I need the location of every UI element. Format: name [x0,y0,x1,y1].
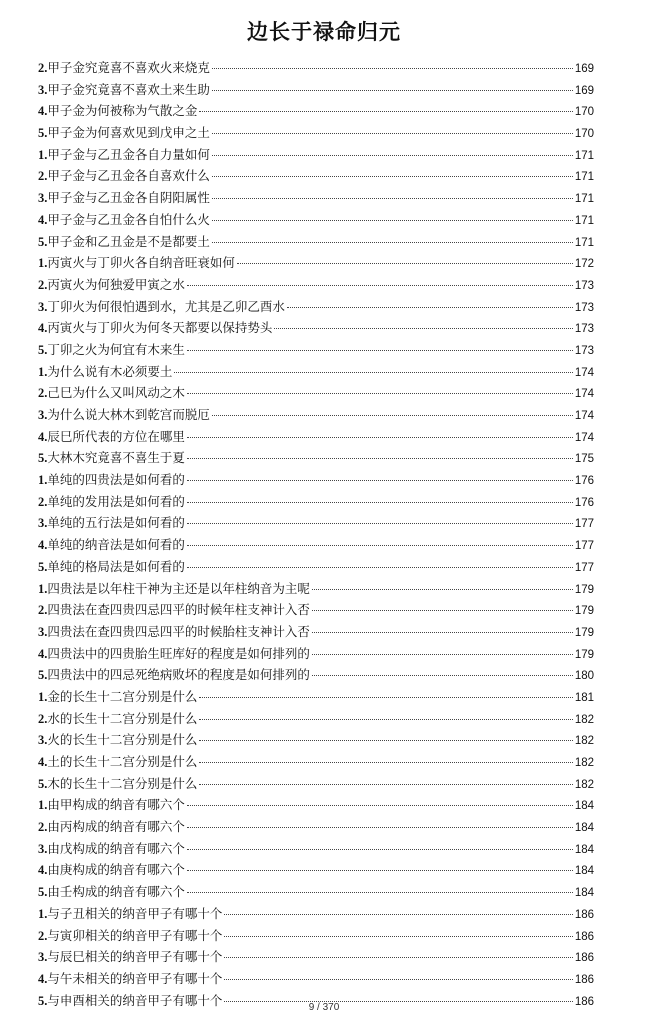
page-title: 边长于禄命归元 [247,19,401,44]
toc-entry-title [38,340,185,358]
toc-entry[interactable] [38,600,594,622]
dot-leader [312,610,573,611]
toc-entry-number: 3. [38,299,48,314]
toc-entry[interactable] [38,687,594,709]
toc-entry-label: 甲子金与乙丑金各自力量如何 [47,146,210,162]
toc-entry-label: 辰巳所代表的方位在哪里 [47,428,185,444]
toc-entry[interactable] [38,405,594,427]
toc-entry-label: 甲子金与乙丑金各自喜欢什么 [47,168,210,184]
dot-leader [287,307,573,308]
toc-entry-label: 水的长生十二宫分别是什么 [47,710,198,726]
toc-entry-page: 179 [574,605,594,618]
toc-entry-page: 186 [574,930,594,943]
toc-entry-label: 甲子金为何喜欢见到戊申之土 [47,125,210,141]
toc-entry-number: 2. [38,494,48,509]
toc-entry-page: 175 [574,453,594,466]
toc-entry-page: 174 [574,366,594,379]
toc-entry-number: 1. [38,581,48,596]
toc-entry[interactable] [38,383,594,405]
toc-entry-page: 182 [574,735,594,748]
toc-entry[interactable] [38,904,594,926]
toc-entry-label: 与子丑相关的纳音甲子有哪十个 [47,905,223,921]
toc-entry-label: 四贵法在查四贵四忌四平的时候胎柱支神计入否 [47,623,310,639]
dot-leader [199,762,572,763]
toc-entry[interactable] [38,644,594,666]
toc-entry[interactable] [38,795,594,817]
toc-entry-label: 丁卯火为何很怕遇到水，尤其是乙卯乙酉水 [47,298,285,314]
toc-entry-title [38,600,310,618]
toc-entry-label: 为什么说有木必须要土 [47,363,173,379]
toc-entry-label: 单纯的四贵法是如何看的 [47,472,185,488]
toc-entry-title [38,470,185,488]
toc-entry[interactable] [38,774,594,796]
toc-entry-label: 大林木究竟喜不喜生于夏 [47,450,185,466]
toc-entry-page: 171 [574,236,594,249]
dot-leader [212,155,573,156]
toc-entry-number: 5. [38,234,48,249]
toc-entry-title [38,253,235,271]
toc-entry-number: 4. [38,646,48,661]
toc-entry-page: 186 [574,973,594,986]
toc-entry-title [38,210,210,228]
toc-entry-title [38,882,185,900]
toc-entry-title [38,123,210,141]
toc-entry-title [38,405,210,423]
toc-entry[interactable] [38,362,594,384]
dot-leader [312,654,573,655]
toc-entry[interactable] [38,318,594,340]
toc-entry-title [38,860,185,878]
toc-entry-page: 171 [574,193,594,206]
dot-leader [187,350,573,351]
toc-entry-page: 169 [574,63,594,75]
dot-leader [187,393,573,394]
toc-entry-title [38,232,210,250]
toc-entry-label: 甲子金与乙丑金各自怕什么火 [47,211,210,227]
dot-leader [212,176,573,177]
toc-entry-number: 2. [38,928,48,943]
toc-entry-number: 1. [38,689,48,704]
toc-entry-number: 2. [38,603,48,618]
toc-entry-number: 2. [38,61,48,75]
toc-entry-number: 3. [38,733,48,748]
toc-entry-page: 170 [574,106,594,119]
table-of-contents [38,58,594,1012]
dot-leader [224,957,572,958]
toc-entry-number: 5. [38,342,48,357]
dot-leader [187,545,573,546]
dot-leader [187,805,573,806]
toc-entry-label: 甲子金究竟喜不喜欢土来生助 [47,81,210,97]
toc-entry-number: 4. [38,429,48,444]
toc-entry-title [38,709,197,727]
toc-entry-title [38,362,172,380]
toc-entry-number: 3. [38,950,48,965]
toc-entry-number: 3. [38,624,48,639]
dot-leader [174,372,572,373]
toc-entry-label: 由丙构成的纳音有哪六个 [47,819,185,835]
toc-entry-title [38,297,285,315]
toc-entry-page: 181 [574,691,594,704]
toc-entry[interactable] [38,145,594,167]
toc-entry-number: 2. [38,820,48,835]
toc-entry-title [38,904,222,922]
toc-entry-label: 丙寅火为何独爱甲寅之水 [47,276,185,292]
toc-entry-number: 1. [38,473,48,488]
toc-entry-label: 金的长生十二宫分别是什么 [47,688,198,704]
toc-entry-page: 182 [574,757,594,769]
toc-entry[interactable] [38,882,594,904]
toc-entry-label: 由庚构成的纳音有哪六个 [47,862,185,878]
dot-leader [199,697,572,698]
toc-entry-page: 173 [574,323,594,336]
toc-entry-title [38,101,197,119]
toc-entry-title [38,839,185,857]
dot-leader [237,263,573,264]
toc-entry[interactable] [38,513,594,535]
toc-entry-page: 179 [574,583,594,596]
toc-entry-label: 甲子金究竟喜不喜欢火来烧克 [47,60,210,75]
toc-entry[interactable] [38,947,594,969]
dot-leader [212,415,573,416]
toc-entry-number: 1. [38,364,48,379]
toc-entry[interactable] [38,839,594,861]
toc-entry-label: 与午未相关的纳音甲子有哪十个 [47,970,223,986]
toc-entry-page: 171 [574,214,594,227]
toc-entry-page: 182 [574,713,594,726]
toc-entry-page: 173 [574,279,594,292]
dot-leader [187,892,573,893]
toc-entry-page: 186 [574,952,594,965]
toc-entry-label: 丙寅火与丁卯火各自纳音旺衰如何 [47,255,235,271]
toc-entry-number: 2. [38,169,48,184]
toc-entry-page: 184 [574,843,594,856]
toc-entry[interactable] [38,622,594,644]
toc-entry-number: 2. [38,711,48,726]
dot-leader [187,523,573,524]
toc-entry-label: 单纯的发用法是如何看的 [47,493,185,509]
toc-entry-page: 174 [574,431,594,444]
toc-entry-title [38,166,210,184]
toc-entry[interactable] [38,80,594,102]
toc-entry[interactable] [38,166,594,188]
dot-leader [224,979,572,980]
dot-leader [224,936,572,937]
dot-leader [187,437,573,438]
toc-entry-number: 4. [38,104,48,119]
dot-leader [199,740,572,741]
dot-leader [212,68,573,69]
toc-entry-label: 丁卯之火为何宜有木来生 [47,341,185,357]
toc-entry[interactable] [38,535,594,557]
toc-entry-label: 为什么说大林木到乾宫而脱厄 [47,407,210,422]
toc-entry-number: 5. [38,885,48,900]
dot-leader [187,502,573,503]
toc-entry-label: 与辰巳相关的纳音甲子有哪十个 [47,949,223,965]
dot-leader [274,328,572,329]
page-number: 9 / 370 [308,1002,340,1013]
toc-entry-label: 四贵法中的四贵胎生旺库好的程度是如何排列的 [47,645,310,661]
dot-leader [187,827,573,828]
toc-entry-page: 177 [574,518,594,531]
toc-entry-number: 5. [38,559,48,574]
toc-entry-label: 甲子金和乙丑金是不是都要土 [47,233,210,249]
toc-entry-title [38,427,185,445]
toc-entry-title [38,275,185,293]
dot-leader [312,632,573,633]
toc-entry-label: 由甲构成的纳音有哪六个 [47,797,185,813]
toc-entry[interactable] [38,969,594,991]
toc-entry-page: 170 [574,128,594,141]
toc-entry-title [38,817,185,835]
toc-entry-title [38,535,185,553]
toc-entry-label: 单纯的五行法是如何看的 [47,515,185,531]
toc-entry-title [38,318,272,336]
dot-leader [187,849,573,850]
toc-entry-title [38,644,310,662]
toc-entry-number: 3. [38,408,48,422]
toc-entry-title [38,383,185,401]
toc-entry-label: 火的长生十二宫分别是什么 [47,732,198,748]
toc-entry-label: 甲子金为何被称为气散之金 [47,103,198,119]
toc-entry-page: 184 [574,865,594,878]
toc-entry-page: 171 [574,149,594,162]
toc-entry-title [38,58,210,76]
toc-entry[interactable] [38,817,594,839]
toc-entry-label: 己巳为什么又叫风动之木 [47,385,185,401]
toc-entry-number: 4. [38,971,48,986]
toc-entry-page: 174 [574,410,594,422]
toc-entry-title [38,492,185,510]
toc-entry-label: 与申酉相关的纳音甲子有哪十个 [47,992,223,1008]
toc-entry-number: 4. [38,212,48,227]
toc-entry-label: 丙寅火与丁卯火为何冬天都要以保持势头 [47,320,273,336]
toc-entry[interactable] [38,275,594,297]
toc-entry-label: 四贵法是以年柱干神为主还是以年柱纳音为主呢 [47,580,310,596]
toc-entry-page: 173 [574,301,594,314]
toc-entry-label: 四贵法在查四贵四忌四平的时候年柱支神计入否 [47,602,310,618]
dot-leader [199,111,572,112]
toc-entry-title [38,665,310,683]
toc-entry[interactable] [38,210,594,232]
dot-leader [212,220,573,221]
toc-entry-number: 3. [38,516,48,531]
toc-entry-label: 单纯的纳音法是如何看的 [47,537,185,553]
toc-entry-number: 5. [38,776,48,791]
toc-entry[interactable] [38,492,594,514]
toc-entry-page: 184 [574,800,594,813]
toc-entry[interactable] [38,557,594,579]
toc-entry-number: 5. [38,993,48,1008]
toc-entry-page: 186 [574,908,594,921]
toc-entry-number: 3. [38,191,48,206]
toc-entry-label: 木的长生十二宫分别是什么 [47,775,198,791]
toc-entry-title [38,774,197,792]
toc-entry[interactable] [38,101,594,123]
toc-entry[interactable] [38,232,594,254]
dot-leader [187,285,573,286]
toc-entry[interactable] [38,340,594,362]
toc-entry-title [38,926,222,944]
toc-entry-page: 179 [574,648,594,661]
toc-entry-page: 171 [574,171,594,184]
toc-entry-number: 4. [38,863,48,878]
toc-entry[interactable] [38,427,594,449]
toc-entry[interactable] [38,297,594,319]
dot-leader [312,675,573,676]
toc-entry-title [38,622,310,640]
toc-entry-title [38,557,185,575]
toc-entry-title [38,448,185,466]
toc-entry-page: 179 [574,626,594,639]
toc-entry-number: 1. [38,147,48,162]
toc-entry-page: 182 [574,778,594,791]
toc-entry[interactable] [38,58,594,80]
toc-entry-label: 与寅卯相关的纳音甲子有哪十个 [47,927,223,943]
toc-entry-page: 173 [574,344,594,357]
toc-entry-label: 四贵法中的四忌死绝病败坏的程度是如何排列的 [47,667,310,683]
toc-entry-label: 由戊构成的纳音有哪六个 [47,840,185,856]
toc-entry-title [38,513,185,531]
toc-entry[interactable] [38,752,594,774]
toc-entry-page: 169 [574,84,594,97]
dot-leader [199,784,572,785]
toc-entry-page: 176 [574,496,594,509]
toc-entry-title [38,795,185,813]
toc-entry-page: 184 [574,887,594,900]
toc-entry-title [38,188,210,206]
dot-leader [187,870,573,871]
toc-entry-number: 2. [38,277,48,292]
toc-entry[interactable] [38,665,594,687]
toc-entry-number: 3. [38,82,48,97]
toc-entry-number: 1. [38,256,48,271]
toc-entry-title [38,687,197,705]
toc-entry[interactable] [38,579,594,601]
toc-entry-number: 4. [38,321,48,336]
toc-entry-title [38,145,210,163]
dot-leader [212,90,573,91]
dot-leader [224,914,572,915]
toc-entry-number: 5. [38,451,48,466]
toc-entry-label: 单纯的格局法是如何看的 [47,558,185,574]
toc-entry-title [38,969,222,987]
toc-entry-number: 1. [38,906,48,921]
dot-leader [212,242,573,243]
dot-leader [187,480,573,481]
dot-leader [212,133,573,134]
dot-leader [187,458,573,459]
toc-entry-page: 184 [574,822,594,835]
dot-leader [312,589,573,590]
toc-entry-page: 177 [574,540,594,553]
toc-entry-title [38,752,197,770]
toc-entry[interactable] [38,860,594,882]
toc-entry-number: 4. [38,755,48,769]
dot-leader [212,198,573,199]
toc-entry[interactable] [38,709,594,731]
toc-entry-number: 4. [38,538,48,553]
toc-entry-label: 甲子金与乙丑金各自阴阳属性 [47,190,210,206]
toc-entry-page: 186 [574,995,594,1008]
toc-entry-label: 由壬构成的纳音有哪六个 [47,884,185,900]
dot-leader [199,719,572,720]
toc-entry-title [38,947,222,965]
toc-entry-number: 5. [38,668,48,683]
toc-entry[interactable] [38,448,594,470]
toc-entry-number: 3. [38,841,48,856]
toc-entry-number: 1. [38,798,48,813]
toc-entry-title [38,579,310,597]
toc-entry-page: 172 [574,258,594,271]
dot-leader [187,567,573,568]
toc-entry-page: 177 [574,561,594,574]
toc-entry-page: 180 [574,670,594,683]
toc-entry[interactable] [38,470,594,492]
toc-entry-title [38,730,197,748]
toc-entry[interactable] [38,123,594,145]
toc-entry-page: 176 [574,475,594,488]
toc-entry[interactable] [38,730,594,752]
toc-entry-title [38,80,210,98]
toc-entry[interactable] [38,253,594,275]
toc-entry[interactable] [38,926,594,948]
toc-entry-label: 土的长生十二宫分别是什么 [47,754,198,769]
toc-entry-number: 2. [38,386,48,401]
toc-entry-number: 5. [38,126,48,141]
toc-entry[interactable] [38,188,594,210]
toc-entry-page: 174 [574,388,594,401]
